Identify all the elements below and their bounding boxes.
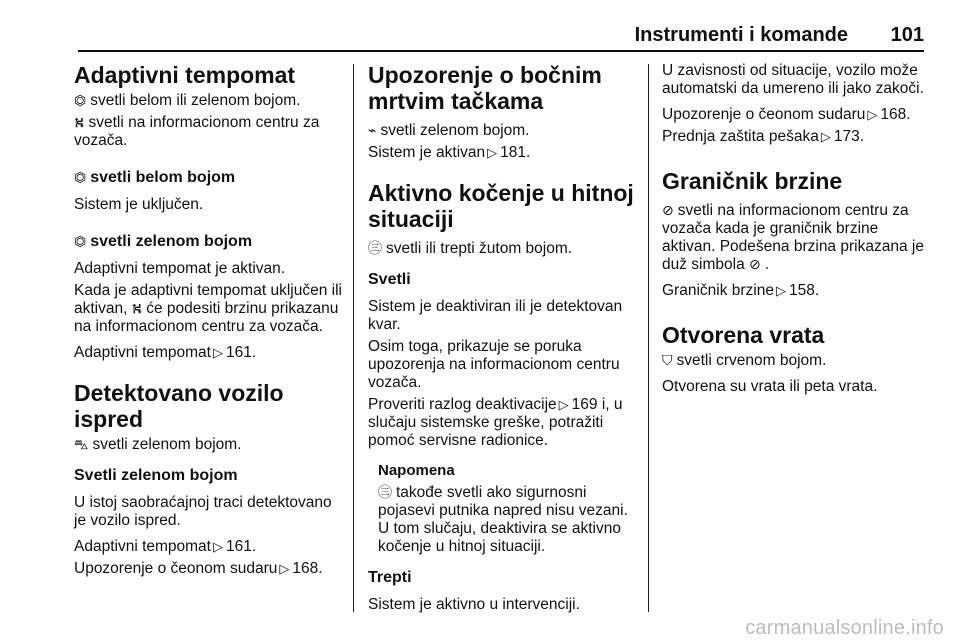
- arrow-icon: ▷: [776, 283, 786, 298]
- arrow-icon: ▷: [487, 145, 498, 160]
- speed-limiter-icon: ⊘: [749, 256, 761, 272]
- paragraph: Osim toga, prikazuje se poruka upozorenja na informacionom centru vozača.: [368, 338, 620, 391]
- paragraph: Proveriti razlog deaktivacije ▷ 169 i, u slučaju sistemske greške, potražiti pomoć servisne radionice.: [368, 396, 623, 449]
- heading-adaptivni-tempomat: Adaptivni tempomat: [74, 62, 296, 88]
- paragraph: Adaptivni tempomat je aktivan.: [74, 260, 286, 277]
- arrow-icon: ▷: [213, 539, 223, 554]
- paragraph: Sistem je deaktiviran ili je detektovan kvar.: [368, 298, 623, 333]
- page-reference[interactable]: Adaptivni tempomat ▷ 161.: [74, 538, 257, 555]
- heading-granicnik-brzine: Graničnik brzine: [662, 168, 843, 194]
- arrow-icon: ▷: [820, 129, 831, 144]
- page-reference[interactable]: Prednja zaštita pešaka ▷ 173.: [662, 128, 864, 145]
- page-reference[interactable]: Upozorenje o čeonom sudaru ▷ 168.: [74, 560, 323, 577]
- heading-aktivno-kocenje: Aktivno kočenje u hitnoj situaciji: [368, 180, 634, 232]
- paragraph: ⛍ svetli zelenom bojom.: [74, 436, 242, 453]
- arrow-icon: ▷: [213, 345, 223, 360]
- cruise-control-icon: ⏣: [74, 92, 87, 108]
- vehicle-distance-icon: ⛕: [74, 114, 85, 130]
- car-icon: ⛍: [74, 436, 89, 452]
- page-reference[interactable]: Upozorenje o čeonom sudaru ▷ 168.: [662, 106, 911, 123]
- heading-otvorena-vrata: Otvorena vrata: [662, 322, 825, 348]
- paragraph: ㊂ svetli ili trepti žutom bojom.: [368, 240, 573, 257]
- subheading-trepti: Trepti: [368, 569, 412, 586]
- emergency-brake-icon: ㊂: [378, 484, 392, 500]
- paragraph: ⌁ svetli zelenom bojom.: [368, 122, 530, 139]
- emergency-brake-icon: ㊂: [368, 240, 382, 256]
- arrow-icon: ▷: [279, 561, 290, 576]
- watermark: carmanualsonline.info: [745, 617, 944, 639]
- paragraph: Kada je adaptivni tempomat uključen ili aktivan, ⛕ će podesiti brzinu prikazanu na informacionom centru za vozača.: [74, 282, 342, 335]
- column-1: [74, 62, 344, 578]
- paragraph: ⏣ svetli belom ili zelenom bojom.: [74, 92, 301, 109]
- column-2: [368, 62, 638, 614]
- speed-limiter-icon: ⊘: [662, 202, 674, 218]
- paragraph: U zavisnosti od situacije, vozilo može automatski da umereno ili jako zakoči.: [662, 62, 924, 97]
- cruise-control-icon: ⏣: [74, 169, 87, 185]
- heading-mrtve-tacke: Upozorenje o bočnim mrtvim tačkama: [368, 62, 602, 114]
- column-divider-1: [353, 64, 354, 612]
- paragraph: U istoj saobraćajnoj traci detektovano je vozilo ispred.: [74, 494, 332, 529]
- column-divider-2: [648, 64, 649, 612]
- column-3: [662, 62, 932, 396]
- paragraph: Sistem je uključen.: [74, 196, 204, 213]
- door-open-icon: ⛉: [662, 352, 673, 368]
- page-reference[interactable]: Graničnik brzine ▷ 158.: [662, 282, 820, 299]
- arrow-icon: ▷: [558, 397, 569, 412]
- paragraph: ⛉ svetli crvenom bojom.: [662, 352, 827, 369]
- subheading-svetli-zelenom: Svetli zelenom bojom: [74, 467, 238, 484]
- heading-detektovano-vozilo: Detektovano vozilo ispred: [74, 380, 284, 432]
- arrow-icon: ▷: [867, 107, 878, 122]
- blind-spot-icon: ⌁: [368, 122, 377, 138]
- vehicle-distance-icon: ⛕: [131, 300, 143, 316]
- page-title: Instrumenti i komande: [634, 24, 848, 46]
- page-number: 101: [890, 24, 924, 46]
- note-box: [368, 462, 638, 556]
- page-header: [78, 22, 924, 52]
- page-reference[interactable]: Adaptivni tempomat ▷ 161.: [74, 344, 257, 361]
- subheading-belo: ⏣ svetli belom bojom: [74, 169, 236, 186]
- paragraph: ⛕ svetli na informacionom centru za vozača.: [74, 114, 320, 149]
- subheading-svetli: Svetli: [368, 271, 411, 288]
- paragraph: Otvorena su vrata ili peta vrata.: [662, 378, 878, 395]
- note-text: ㊂ takođe svetli ako sigurnosni pojasevi putnika napred nisu vezani. U tom slučaju, deaktivira se aktivno kočenje u hitnoj situaciji.: [378, 484, 628, 555]
- note-title: Napomena: [378, 462, 455, 479]
- page-reference[interactable]: Sistem je aktivan ▷ 181.: [368, 144, 531, 161]
- paragraph: ⊘ svetli na informacionom centru za vozača kada je graničnik brzine aktivan. Podešena brzina prikazana je duž simbola ⊘ .: [662, 202, 924, 273]
- cruise-control-icon: ⏣: [74, 233, 87, 249]
- subheading-zeleno: ⏣ svetli zelenom bojom: [74, 233, 253, 250]
- paragraph: Sistem je aktivno u intervenciji.: [368, 596, 580, 613]
